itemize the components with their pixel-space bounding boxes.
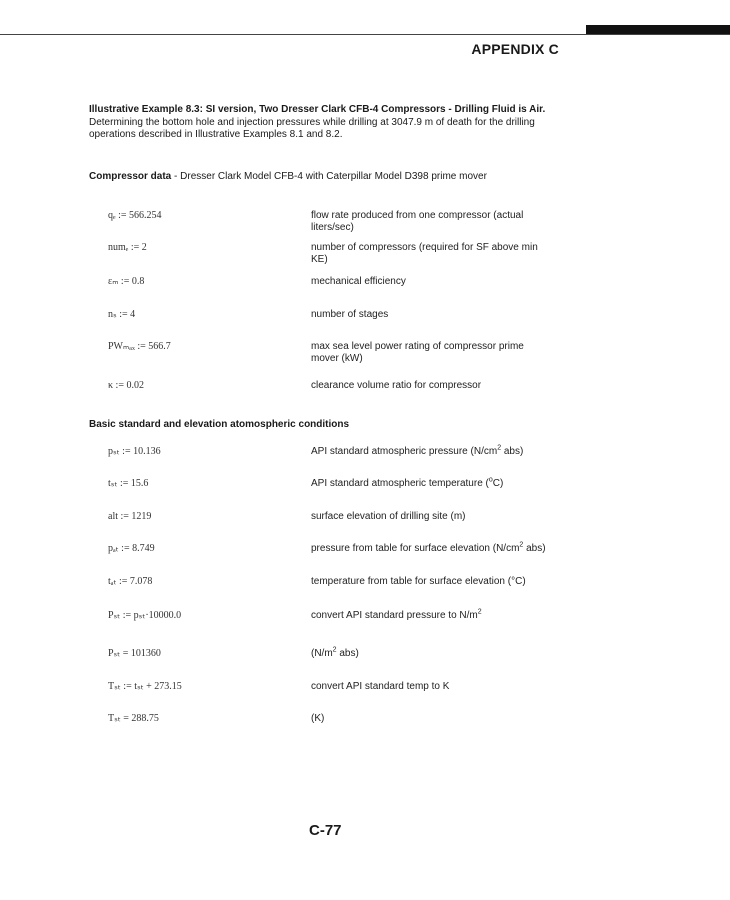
superscript: o: [488, 476, 493, 484]
description-tail: abs): [501, 446, 524, 457]
math-expression: Tₛₜ := tₛₜ + 273.15: [108, 681, 182, 692]
compressor-section-heading: [89, 171, 549, 183]
superscript: 2: [332, 646, 337, 654]
compressor-row: [0, 309, 730, 335]
description: [311, 648, 551, 660]
description-tail: C): [492, 478, 504, 489]
math-expression: nₛ := 4: [108, 309, 136, 320]
math-expression: εₘ := 0.8: [108, 276, 145, 287]
header-rule: [0, 34, 730, 35]
atmos-row: [0, 648, 730, 674]
compressor-row: [0, 242, 730, 268]
atmos-row: [0, 576, 730, 602]
description-text: pressure from table for surface elevation (N/cm: [311, 543, 520, 554]
compressor-heading: Compressor data: [89, 171, 172, 182]
description: (K): [311, 713, 325, 724]
description: number of stages: [311, 309, 389, 320]
description: surface elevation of drilling site (m): [311, 511, 466, 522]
appendix-label: APPENDIX C: [471, 41, 559, 57]
superscript: 2: [519, 541, 524, 549]
atmos-row: [0, 713, 730, 739]
compressor-row: [0, 341, 730, 367]
atmos-row: [0, 610, 730, 636]
math-expression: PWₘₐₓ := 566.7: [108, 341, 171, 352]
description: [311, 478, 551, 490]
superscript: 2: [497, 444, 502, 452]
math-expression: tₛₜ := 15.6: [108, 478, 149, 489]
description-tail: abs): [336, 648, 359, 659]
description: convert API standard temp to K: [311, 681, 450, 692]
math-expression: κ := 0.02: [108, 380, 144, 391]
math-expression: pₐₜ := 8.749: [108, 543, 155, 554]
description: max sea level power rating of compressor prime mover (kW): [311, 341, 524, 364]
math-expression: alt := 1219: [108, 511, 152, 522]
atmos-row: [0, 681, 730, 707]
atmos-row: [0, 478, 730, 504]
math-expression: Tₛₜ = 288.75: [108, 713, 159, 724]
math-expression: Pₛₜ = 101360: [108, 648, 161, 659]
description: mechanical efficiency: [311, 276, 406, 287]
math-expression: qₑ := 566.254: [108, 210, 162, 221]
math-expression: Pₛₜ := pₛₜ·10000.0: [108, 610, 182, 621]
intro-body: Determining the bottom hole and injection pressures while drilling at 3047.9 m of death for the drilling operations described in Illustrative Examples 8.1 and 8.2.: [89, 116, 535, 140]
intro-title: Illustrative Example 8.3: SI version, Two Dresser Clark CFB-4 Compressors - Drilling Fluid is Air.: [89, 104, 546, 115]
description-text: API standard atmospheric temperature (: [311, 478, 489, 489]
atmos-section-heading: [89, 419, 549, 431]
description: clearance volume ratio for compressor: [311, 380, 482, 391]
atmos-row: [0, 543, 730, 569]
math-expression: tₐₜ := 7.078: [108, 576, 153, 587]
math-expression: numₑ := 2: [108, 242, 147, 253]
page-number: C-77: [309, 822, 342, 839]
description-text: (N/m: [311, 648, 333, 659]
header-bar: [586, 25, 730, 34]
intro-paragraph: [89, 104, 549, 142]
description: flow rate produced from one compressor (actual liters/sec): [311, 210, 524, 233]
atmos-heading: Basic standard and elevation atomospheric conditions: [89, 419, 350, 430]
compressor-row: [0, 210, 730, 236]
description-text: convert API standard pressure to N/m: [311, 610, 478, 621]
description-tail: abs): [523, 543, 546, 554]
compressor-row: [0, 276, 730, 302]
description: [311, 610, 551, 622]
description: temperature from table for surface elevation (°C): [311, 576, 526, 587]
description: [311, 446, 551, 458]
compressor-row: [0, 380, 730, 406]
compressor-heading-text: - Dresser Clark Model CFB-4 with Caterpillar Model D398 prime mover: [174, 171, 487, 182]
math-expression: pₛₜ := 10.136: [108, 446, 161, 457]
atmos-row: [0, 446, 730, 472]
description: number of compressors (required for SF above min KE): [311, 242, 538, 265]
superscript: 2: [477, 608, 482, 616]
description: [311, 543, 551, 555]
description-text: API standard atmospheric pressure (N/cm: [311, 446, 498, 457]
atmos-row: [0, 511, 730, 537]
